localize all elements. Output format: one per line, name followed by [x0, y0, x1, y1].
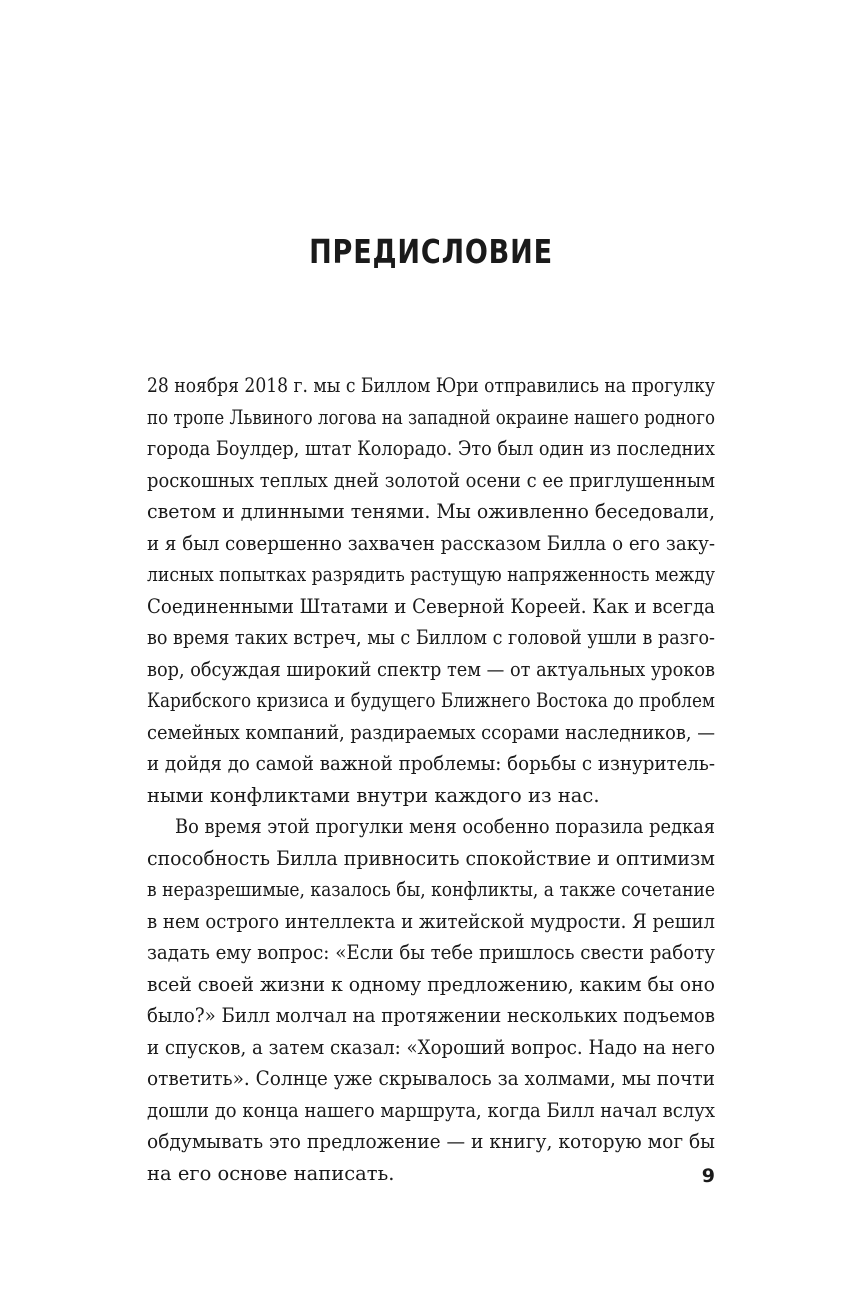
text-line: лисных попытках разрядить растущую напряженность между	[147, 563, 715, 586]
text-line: светом и длинными тенями. Мы оживленно беседовали,	[147, 500, 715, 523]
text-line: и спусков, а затем сказал: «Хороший вопрос. Надо на него	[147, 1035, 715, 1059]
chapter-title: ПРЕДИСЛОВИЕ	[309, 232, 553, 271]
text-line: роскошных теплых дней золотой осени с ее приглушенным	[147, 468, 715, 492]
text-line: на его основе написать.	[147, 1161, 395, 1185]
text-line: ответить». Солнце уже скрывалось за холмами, мы почти	[147, 1067, 715, 1090]
text-line: дошли до конца нашего маршрута, когда Билл начал вслух	[147, 1098, 715, 1122]
body-text	[147, 370, 715, 1189]
text-line: по тропе Львиного логова на западной окраине нашего родного	[147, 405, 715, 429]
paragraph-1	[147, 370, 715, 811]
text-line: задать ему вопрос: «Если бы тебе пришлось свести работу	[147, 941, 715, 964]
text-line: Во время этой прогулки меня особенно поразила редкая	[175, 815, 715, 838]
text-line: и дойдя до самой важной проблемы: борьбы с изнуритель-	[147, 752, 715, 775]
text-line: Карибского кризиса и будущего Ближнего Востока до проблем	[147, 689, 715, 712]
text-line: 28 ноября 2018 г. мы с Биллом Юри отправились на прогулку	[147, 374, 715, 397]
page-number: 9	[701, 1165, 715, 1187]
text-line: в нем острого интеллекта и житейской мудрости. Я решил	[147, 909, 715, 933]
text-line: Соединенными Штатами и Северной Кореей. Как и всегда	[147, 594, 715, 618]
text-line: ными конфликтами внутри каждого из нас.	[147, 783, 600, 807]
paragraph-2	[147, 811, 715, 1189]
text-line: было?» Билл молчал на протяжении нескольких подъемов	[147, 1004, 715, 1027]
text-line: обдумывать это предложение — и книгу, которую мог бы	[147, 1130, 715, 1153]
text-line: всей своей жизни к одному предложению, каким бы оно	[147, 972, 715, 996]
text-line: и я был совершенно захвачен рассказом Билла о его заку-	[147, 531, 715, 555]
text-line: в неразрешимые, казалось бы, конфликты, а также сочетание	[147, 878, 715, 901]
text-line: во время таких встреч, мы с Биллом с головой ушли в разго-	[147, 626, 715, 649]
text-line: города Боулдер, штат Колорадо. Это был один из последних	[147, 437, 715, 460]
text-line: вор, обсуждая широкий спектр тем — от актуальных уроков	[147, 657, 715, 681]
text-line: семейных компаний, раздираемых ссорами наследников, —	[147, 720, 715, 744]
text-line: способность Билла привносить спокойствие и оптимизм	[147, 846, 715, 870]
